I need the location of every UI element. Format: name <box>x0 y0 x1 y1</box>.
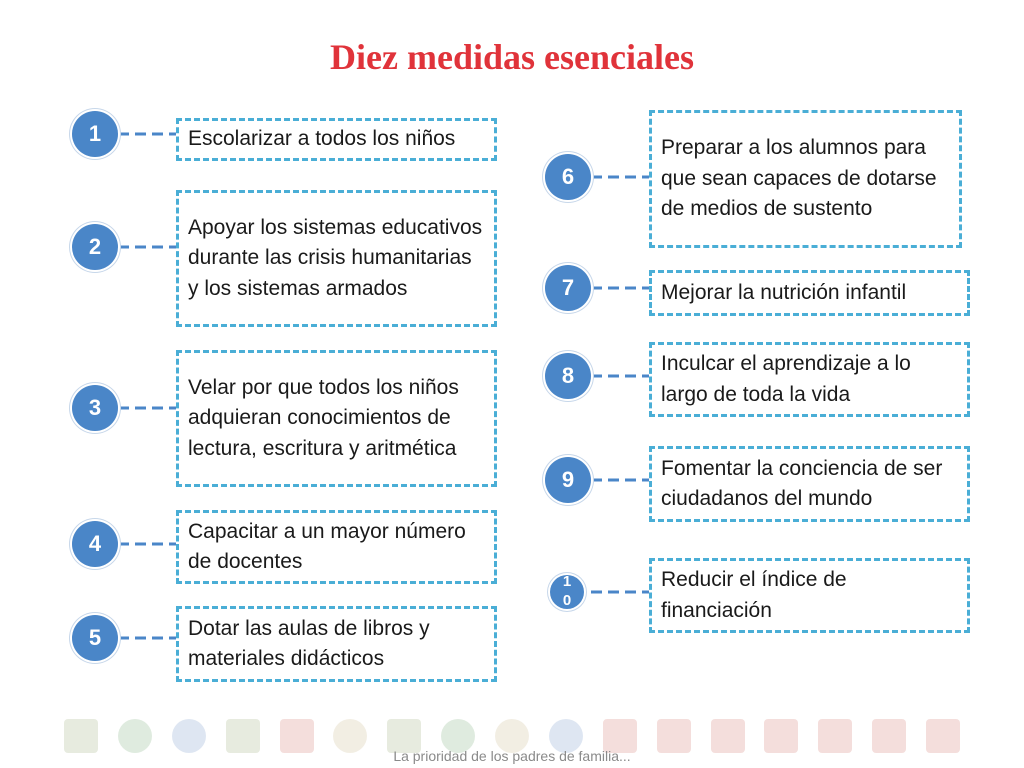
measure-text-4: Capacitar a un mayor número de docentes <box>188 519 466 573</box>
measure-text-3: Velar por que todos los niños adquieran conocimientos de lectura, escritura y aritmética <box>188 375 459 460</box>
number-badge-7: 7 <box>545 265 591 311</box>
number-badge-10-digit-1: 1 <box>562 573 572 591</box>
measure-box-6 <box>649 110 962 248</box>
measure-box-9 <box>649 446 970 522</box>
number-badge-4: 4 <box>72 521 118 567</box>
measure-box-7 <box>649 270 970 316</box>
number-badge-3: 3 <box>72 385 118 431</box>
footer-caption: La prioridad de los padres de familia... <box>393 748 631 764</box>
slide-title: Diez medidas esenciales <box>330 37 694 77</box>
measure-text-10: Reducir el índice de financiación <box>661 568 847 622</box>
measure-box-10 <box>649 558 970 633</box>
measure-box-1 <box>176 118 497 161</box>
number-badge-8: 8 <box>545 353 591 399</box>
measure-text-2: Apoyar los sistemas educativos durante las crisis humanitarias y los sistemas armados <box>188 215 483 300</box>
number-badge-5: 5 <box>72 615 118 661</box>
number-badge-2: 2 <box>72 224 118 270</box>
number-badge-10-digit-2: 0 <box>562 592 572 609</box>
number-badge-10 <box>550 575 584 609</box>
measure-box-4 <box>176 510 497 584</box>
measure-box-2 <box>176 190 497 327</box>
measure-text-5: Dotar las aulas de libros y materiales didácticos <box>188 616 430 670</box>
measure-box-3 <box>176 350 497 487</box>
measure-text-8: Inculcar el aprendizaje a lo largo de toda la vida <box>661 352 911 406</box>
measure-text-9: Fomentar la conciencia de ser ciudadanos del mundo <box>661 456 943 510</box>
measure-text-6: Preparar a los alumnos para que sean capaces de dotarse de medios de sustento <box>661 136 937 221</box>
measure-box-5 <box>176 606 497 682</box>
number-badge-1: 1 <box>72 111 118 157</box>
measure-text-1: Escolarizar a todos los niños <box>188 127 456 151</box>
number-badge-9: 9 <box>545 457 591 503</box>
measure-text-7: Mejorar la nutrición infantil <box>661 280 907 304</box>
number-badge-6: 6 <box>545 154 591 200</box>
measure-box-8 <box>649 342 970 417</box>
